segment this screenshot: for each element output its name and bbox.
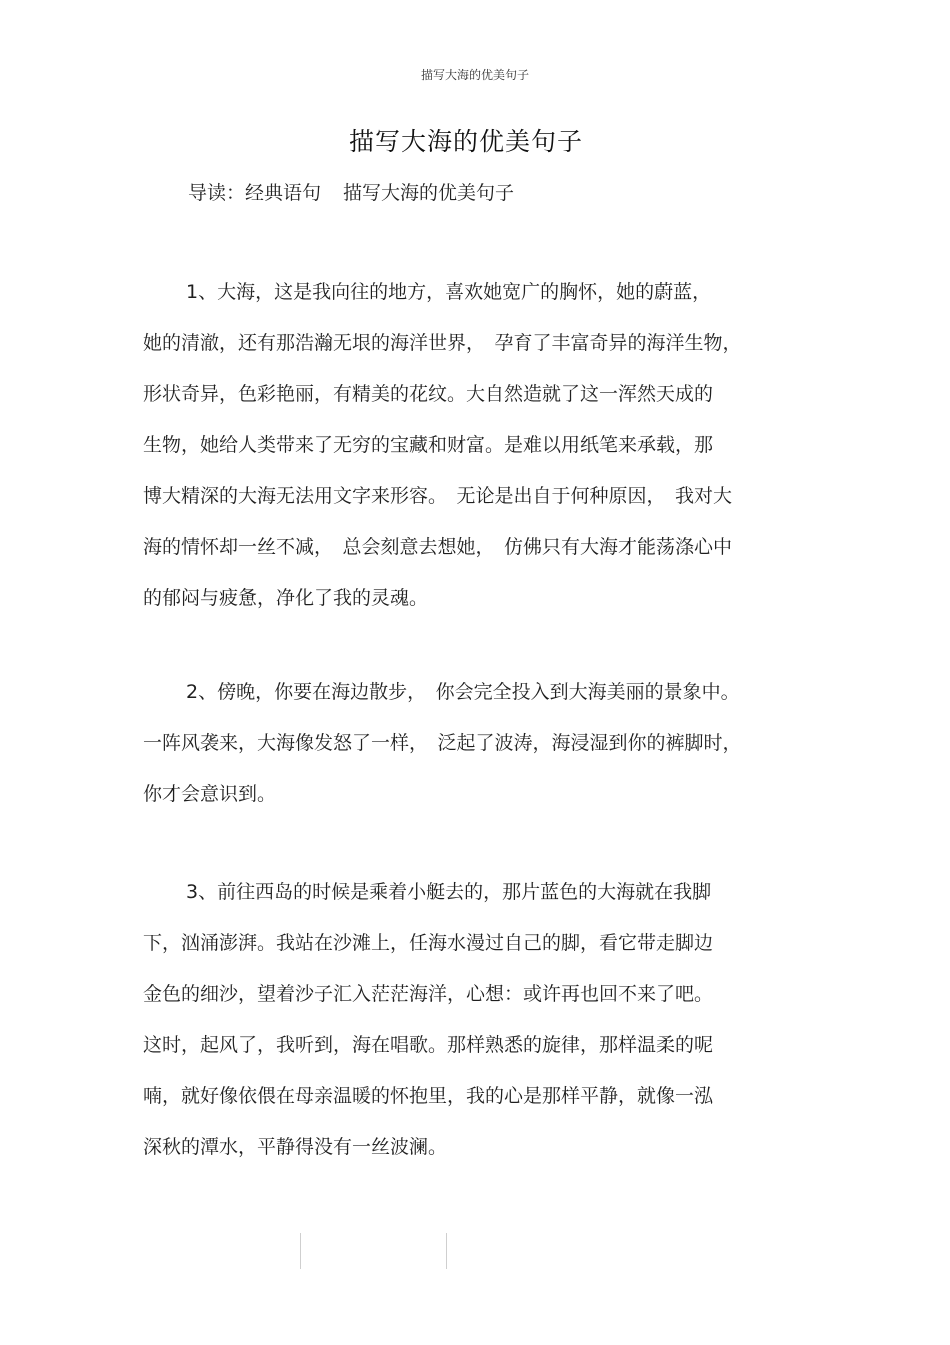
footer-divider-left [300,1233,301,1269]
paragraph-line: 她的清澈，还有那浩瀚无垠的海洋世界， 孕育了丰富奇异的海洋生物， [143,332,742,354]
running-header: 描写大海的优美句子 [420,68,529,82]
paragraph-line: 深秋的潭水，平静得没有一丝波澜。 [143,1136,448,1158]
paragraph-line: 金色的细沙，望着沙子汇入茫茫海洋，心想：或许再也回不来了吧。 [143,983,714,1005]
paragraph-line: 你才会意识到。 [143,783,277,805]
document-title: 描写大海的优美句子 [348,127,583,156]
guide-label: 导读：经典语句 [188,182,322,204]
paragraph-line: 一阵风袭来，大海像发怒了一样， 泛起了波涛，海浸湿到你的裤脚时， [143,732,742,754]
paragraph-line: 这时，起风了，我听到，海在唱歌。那样熟悉的旋律，那样温柔的呢 [143,1034,714,1056]
guide-line [188,178,514,205]
paragraph-line: 2、傍晚，你要在海边散步， 你会完全投入到大海美丽的景象中。 [186,681,740,703]
paragraph-line: 博大精深的大海无法用文字来形容。 无论是出自于何种原因， 我对大 [143,485,733,507]
paragraph-1 [143,280,742,637]
paragraph-line: 形状奇异，色彩艳丽，有精美的花纹。大自然造就了这一浑然天成的 [143,383,714,405]
paragraph-line: 下，汹涌澎湃。我站在沙滩上，任海水漫过自己的脚，看它带走脚边 [143,932,714,954]
paragraph-line: 喃，就好像依偎在母亲温暖的怀抱里，我的心是那样平静，就像一泓 [143,1085,714,1107]
paragraph-line: 3、前往西岛的时候是乘着小艇去的，那片蓝色的大海就在我脚 [186,881,712,903]
guide-text: 描写大海的优美句子 [343,182,515,204]
footer-divider-right [446,1233,447,1269]
paragraph-line: 海的情怀却一丝不减， 总会刻意去想她， 仿佛只有大海才能荡涤心中 [143,536,733,558]
paragraph-line: 1、大海，这是我向往的地方，喜欢她宽广的胸怀，她的蔚蓝， [186,281,712,303]
paragraph-line: 的郁闷与疲惫，净化了我的灵魂。 [143,587,429,609]
paragraph-3 [143,880,713,1186]
paragraph-line: 生物，她给人类带来了无穷的宝藏和财富。是难以用纸笔来承载，那 [143,434,714,456]
paragraph-2 [143,680,742,833]
